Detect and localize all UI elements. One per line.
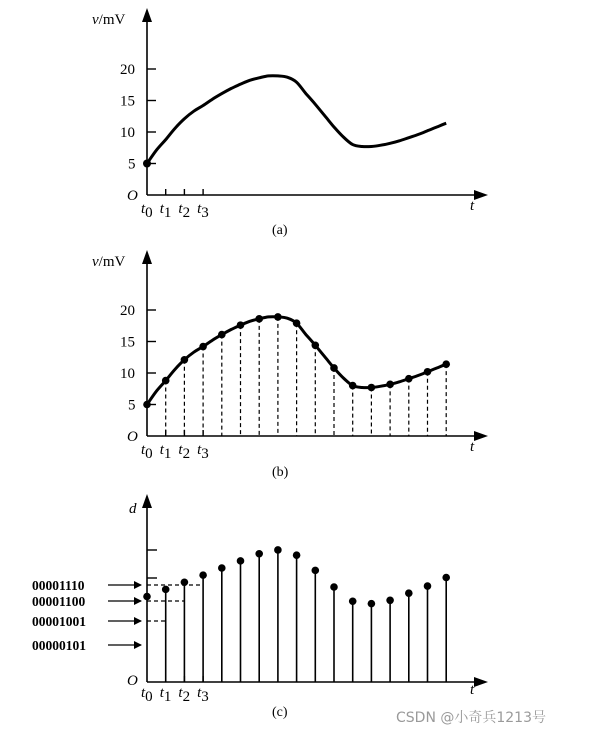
quantized-point [368,600,376,608]
panel-c-x-arrow [474,677,488,687]
quantized-point [349,597,357,605]
sample-point [349,382,357,390]
panel-c-y-label: d [129,501,137,517]
panel-a-y-tick-label: 20 [120,62,135,78]
panel-a-t-label: t1 [159,201,172,221]
panel-a-y-arrow [142,8,152,22]
panel-a-y-tick-label: 5 [128,156,136,173]
panel-a-start-point [143,160,151,168]
quantized-point [405,589,413,597]
sample-point [181,356,189,364]
panel-c-x-label: t [470,682,475,698]
panel-c-t-label: t0 [141,685,153,705]
panel-b [92,250,488,480]
quantized-point [162,586,170,594]
panel-c-t-label: t2 [178,685,191,705]
panel-b-x-arrow [474,431,488,441]
quantized-point [143,593,151,601]
panel-a-origin: O [127,188,138,204]
panel-a-t-label: t0 [141,201,153,221]
panel-c-caption: (c) [272,705,288,720]
panel-a-y-label: v/mV [92,12,126,28]
sample-point [293,319,301,327]
panel-b-y-tick-label: 10 [120,366,135,382]
panel-a-y-tick-label: 10 [120,125,135,141]
panel-c-t-labels [141,676,209,705]
sample-point [424,368,432,376]
panel-b-y-tick-label: 5 [128,397,136,414]
sample-point [442,360,450,368]
quantized-point [386,597,394,605]
panel-a-x-label: t [470,198,475,214]
sample-point [368,384,376,392]
sample-point [255,315,263,323]
code-label-00001001: 00001001 [32,614,86,629]
panel-a-y-tick-label: 15 [120,93,135,110]
sample-point [274,313,282,321]
panel-a-t-label: t3 [197,201,209,221]
panel-c-stems [143,546,450,682]
panel-b-origin: O [127,429,138,445]
sample-point [162,377,170,385]
panel-a-t-label: t2 [178,201,191,221]
panel-c-t-label: t1 [159,685,172,705]
panel-b-t-label: t0 [141,442,153,462]
panel-b-t-label: t1 [159,442,172,462]
watermark: CSDN @小奇兵1213号 [396,710,546,726]
panel-a-x-arrow [474,190,488,200]
quantized-point [199,571,207,579]
panel-a [92,8,488,238]
quantized-point [237,557,245,565]
panel-b-t-labels [141,430,209,462]
panel-b-y-tick-label: 15 [120,334,135,351]
code-label-00001100: 00001100 [32,594,86,609]
sample-point [218,331,226,339]
panel-c [32,494,488,720]
code-label-00001110: 00001110 [32,578,85,593]
quantized-point [274,546,282,554]
quantized-point [218,564,226,572]
panel-b-y-label: v/mV [92,254,126,270]
panel-a-signal-curve [147,76,446,164]
sample-point [330,364,338,372]
quantized-point [293,551,301,559]
panel-b-y-arrow [142,250,152,264]
code-label-00000101: 00000101 [32,638,86,653]
sample-point [143,401,151,409]
sample-point [386,381,394,389]
quantized-point [442,574,450,582]
panel-c-origin: O [127,673,138,689]
sample-point [405,375,413,383]
sample-point [199,343,207,351]
quantized-point [424,582,432,590]
panel-b-caption: (b) [272,465,289,480]
panel-b-x-label: t [470,439,475,455]
quantized-point [330,583,338,591]
panel-a-caption: (a) [272,223,288,238]
quantized-point [181,578,189,586]
panel-b-t-label: t2 [178,442,191,462]
sample-point [312,341,320,349]
quantized-point [255,550,263,558]
panel-a-t-labels [141,189,209,221]
panel-c-y-arrow [142,494,152,508]
sample-point [237,321,245,329]
panel-b-t-label: t3 [197,442,209,462]
panel-c-t-label: t3 [197,685,209,705]
quantized-point [312,567,320,575]
panel-b-y-tick-label: 20 [120,303,135,319]
